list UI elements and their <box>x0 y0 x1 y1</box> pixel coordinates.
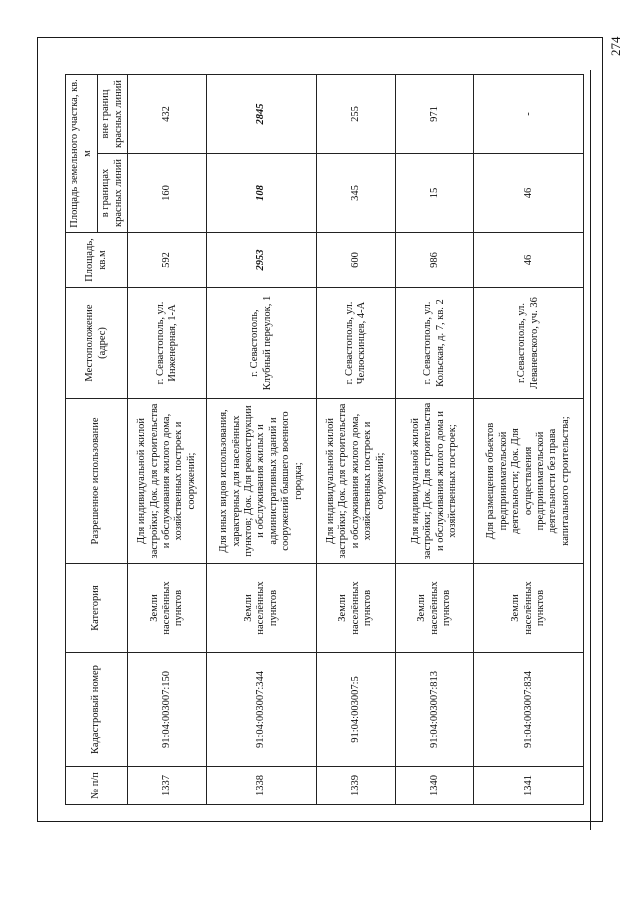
land-plots-table <box>65 74 584 805</box>
cell-use: Для индивидуальной жилой застройки; Док. Для строительства и обслуживания жилого дома и хозяйственных построек; <box>396 399 474 564</box>
cell-use: Для индивидуальной жилой застройки; Док. для строительства и обслуживания жилого дома, хозяйственных построек и сооружений; <box>316 399 395 564</box>
cell-within: 108 <box>207 154 317 233</box>
cell-cadastral: 91:04:003007:150 <box>128 653 207 767</box>
cell-within: 15 <box>396 154 474 233</box>
cell-use: Для размещения объектов предпринимательской деятельности; Док. Для осуществления предпринимательской деятельности без права капитального строительства; <box>474 399 584 564</box>
cell-num: 1341 <box>474 767 584 805</box>
header-area: Площадь, кв.м <box>66 233 128 288</box>
cell-area: 46 <box>474 233 584 288</box>
cell-location: г. Севастополь, Клубный переулок, 1 <box>207 288 317 399</box>
cell-outside: 432 <box>128 74 207 153</box>
table-row <box>128 74 207 804</box>
cell-area: 592 <box>128 233 207 288</box>
table-row <box>396 74 474 804</box>
cell-cadastral: 91:04:003007:834 <box>474 653 584 767</box>
cell-cadastral: 91:04:003007:813 <box>396 653 474 767</box>
table-row <box>474 74 584 804</box>
cell-category: Земли населённых пунктов <box>207 564 317 653</box>
table-row <box>316 74 395 804</box>
cell-num: 1338 <box>207 767 317 805</box>
cell-use: Для индивидуальной жилой застройки; Док. для строительства и обслуживания жилого дома, хозяйственных построек и сооружений; <box>128 399 207 564</box>
rotated-table-container <box>65 75 584 805</box>
header-category: Категория <box>66 564 128 653</box>
cell-location: г. Севастополь, ул. Челюскинцев, 4-А <box>316 288 395 399</box>
cell-category: Земли населённых пунктов <box>474 564 584 653</box>
table-row <box>207 74 317 804</box>
cell-location: г. Севастополь, ул. Кольская, д. 7, кв. 2 <box>396 288 474 399</box>
header-cadastral: Кадастровый номер <box>66 653 128 767</box>
cell-within: 46 <box>474 154 584 233</box>
cell-location: г. Севастополь, ул. Инженерная, 1-А <box>128 288 207 399</box>
cell-outside: 255 <box>316 74 395 153</box>
header-within: в границах красных линий <box>98 154 128 233</box>
cell-outside: - <box>474 74 584 153</box>
cell-within: 345 <box>316 154 395 233</box>
cell-num: 1339 <box>316 767 395 805</box>
cell-area: 986 <box>396 233 474 288</box>
page-number: 274 <box>608 36 623 56</box>
footer-rule <box>590 70 591 830</box>
cell-category: Земли населённых пунктов <box>128 564 207 653</box>
cell-cadastral: 91:04:003007:5 <box>316 653 395 767</box>
header-plot-area: Площадь земельного участка, кв. м <box>66 74 98 232</box>
header-num: № п/п <box>66 767 128 805</box>
cell-category: Земли населённых пунктов <box>316 564 395 653</box>
cell-location: г.Севастополь, ул. Леваневского, уч. 36 <box>474 288 584 399</box>
cell-num: 1337 <box>128 767 207 805</box>
cell-outside: 971 <box>396 74 474 153</box>
header-location: Местоположение (адрес) <box>66 288 128 399</box>
header-use: Разрешенное использование <box>66 399 128 564</box>
cell-area: 600 <box>316 233 395 288</box>
cell-use: Для иных видов использования, характерных для населённых пунктов; Док. Для реконструкции и обслуживания жилых и административных зданий и сооружений бывшего военного городка; <box>207 399 317 564</box>
cell-area: 2953 <box>207 233 317 288</box>
cell-within: 160 <box>128 154 207 233</box>
cell-category: Земли населённых пунктов <box>396 564 474 653</box>
cell-cadastral: 91:04:003007:344 <box>207 653 317 767</box>
header-outside: вне границ красных линий <box>98 74 128 153</box>
cell-outside: 2845 <box>207 74 317 153</box>
cell-num: 1340 <box>396 767 474 805</box>
